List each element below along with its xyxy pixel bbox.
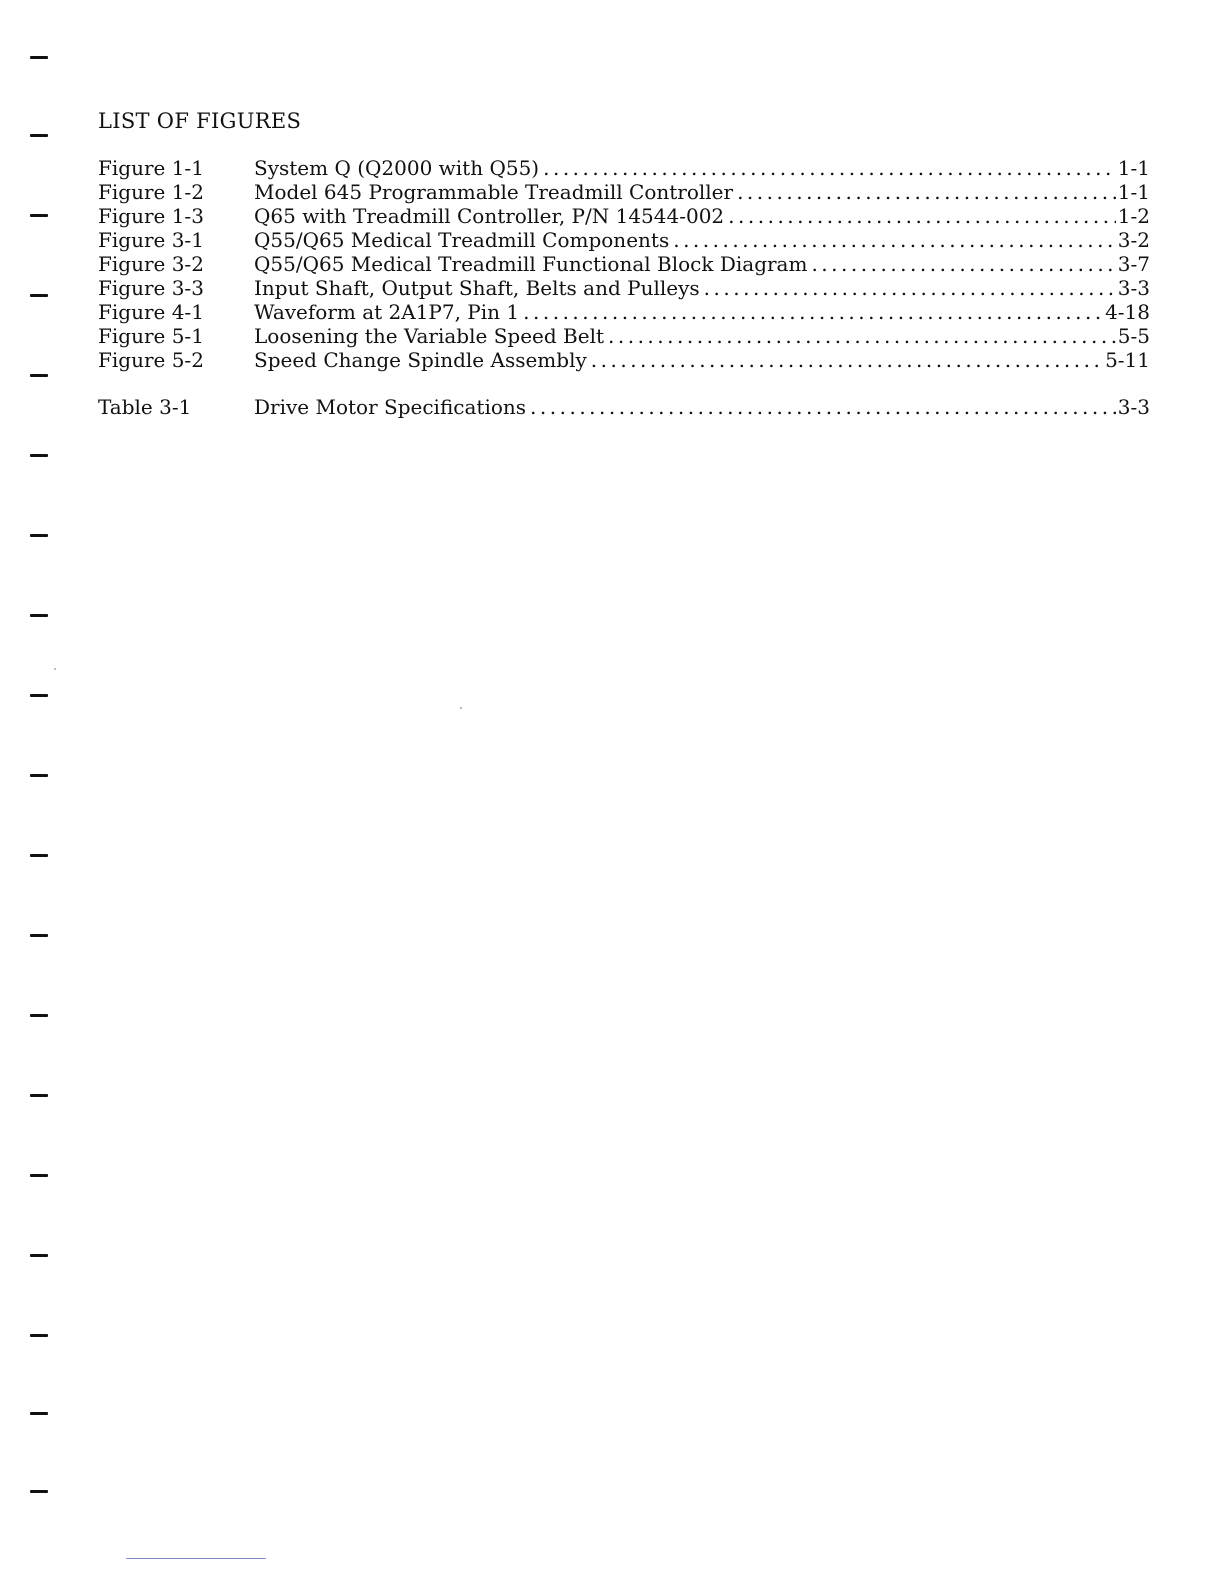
- margin-mark: [30, 294, 48, 297]
- margin-mark: [30, 214, 48, 217]
- dot-leader: [523, 300, 1103, 324]
- toc-entry-title: Model 645 Programmable Treadmill Controller: [254, 180, 734, 204]
- margin-mark: [30, 1334, 48, 1337]
- toc-entry-page: 3-2: [1117, 228, 1150, 252]
- toc-entry[interactable]: [98, 252, 1150, 276]
- toc-entry[interactable]: [98, 276, 1150, 300]
- margin-mark: [30, 1254, 48, 1257]
- toc-entry-title: Q55/Q65 Medical Treadmill Components: [254, 228, 670, 252]
- margin-mark: [30, 1174, 48, 1177]
- toc-entry-label: Figure 1-1: [98, 156, 204, 180]
- toc-entry-label: Figure 1-3: [98, 204, 204, 228]
- dot-leader: [591, 348, 1103, 372]
- toc-entry-page: 1-1: [1117, 180, 1150, 204]
- toc-entry-page: 1-2: [1117, 204, 1150, 228]
- toc-entry-page: 3-3: [1117, 276, 1150, 300]
- toc-entry-title: Q65 with Treadmill Controller, P/N 14544-002: [254, 204, 725, 228]
- toc-table-entry[interactable]: [98, 395, 1150, 419]
- page-title: LIST OF FIGURES: [98, 109, 302, 133]
- toc-entry[interactable]: [98, 156, 1150, 180]
- dot-leader: [530, 395, 1116, 419]
- toc-entry-title: System Q (Q2000 with Q55): [254, 156, 540, 180]
- toc-entry-page: 5-5: [1117, 324, 1150, 348]
- margin-mark: [30, 374, 48, 377]
- toc-entry[interactable]: [98, 204, 1150, 228]
- toc-entry-label: Figure 5-1: [98, 324, 204, 348]
- margin-mark: [30, 56, 48, 59]
- footer-rule: [126, 1558, 266, 1559]
- toc-entry-page: 5-11: [1105, 348, 1150, 372]
- toc-entry[interactable]: [98, 180, 1150, 204]
- toc-entry[interactable]: [98, 324, 1150, 348]
- dot-leader: [704, 276, 1116, 300]
- toc-entry-page: 3-3: [1117, 395, 1150, 419]
- toc-entry-title: Waveform at 2A1P7, Pin 1: [254, 300, 520, 324]
- toc-entry-title: Drive Motor Specifications: [254, 395, 527, 419]
- list-of-figures: [98, 156, 1150, 419]
- toc-entry[interactable]: [98, 300, 1150, 324]
- toc-entry-label: Figure 5-2: [98, 348, 204, 372]
- margin-mark: [30, 134, 48, 137]
- margin-mark: [30, 614, 48, 617]
- toc-entry-label: Figure 3-3: [98, 276, 204, 300]
- dot-leader: [543, 156, 1116, 180]
- toc-entry[interactable]: [98, 348, 1150, 372]
- margin-mark: [30, 534, 48, 537]
- margin-mark: [30, 1094, 48, 1097]
- margin-mark: [30, 454, 48, 457]
- margin-mark: [30, 1490, 48, 1493]
- dot-leader: [728, 204, 1116, 228]
- toc-entry-page: 1-1: [1117, 156, 1150, 180]
- dot-leader: [673, 228, 1116, 252]
- toc-entry-label: Figure 1-2: [98, 180, 204, 204]
- toc-entry-label: Table 3-1: [98, 395, 192, 419]
- toc-entry-title: Loosening the Variable Speed Belt: [254, 324, 604, 348]
- toc-entry-title: Input Shaft, Output Shaft, Belts and Pulleys: [254, 276, 700, 300]
- scan-speck: [460, 707, 462, 709]
- margin-mark: [30, 934, 48, 937]
- toc-entry[interactable]: [98, 228, 1150, 252]
- margin-mark: [30, 854, 48, 857]
- dot-leader: [737, 180, 1116, 204]
- dot-leader: [608, 324, 1116, 348]
- margin-mark: [30, 1014, 48, 1017]
- toc-entry-label: Figure 4-1: [98, 300, 204, 324]
- dot-leader: [811, 252, 1115, 276]
- margin-mark: [30, 774, 48, 777]
- margin-mark: [30, 1412, 48, 1415]
- scan-speck: [54, 668, 56, 670]
- toc-entry-page: 4-18: [1105, 300, 1150, 324]
- margin-mark: [30, 694, 48, 697]
- toc-entry-page: 3-7: [1117, 252, 1150, 276]
- toc-entry-label: Figure 3-1: [98, 228, 204, 252]
- toc-entry-title: Speed Change Spindle Assembly: [254, 348, 587, 372]
- toc-entry-title: Q55/Q65 Medical Treadmill Functional Block Diagram: [254, 252, 808, 276]
- toc-entry-label: Figure 3-2: [98, 252, 204, 276]
